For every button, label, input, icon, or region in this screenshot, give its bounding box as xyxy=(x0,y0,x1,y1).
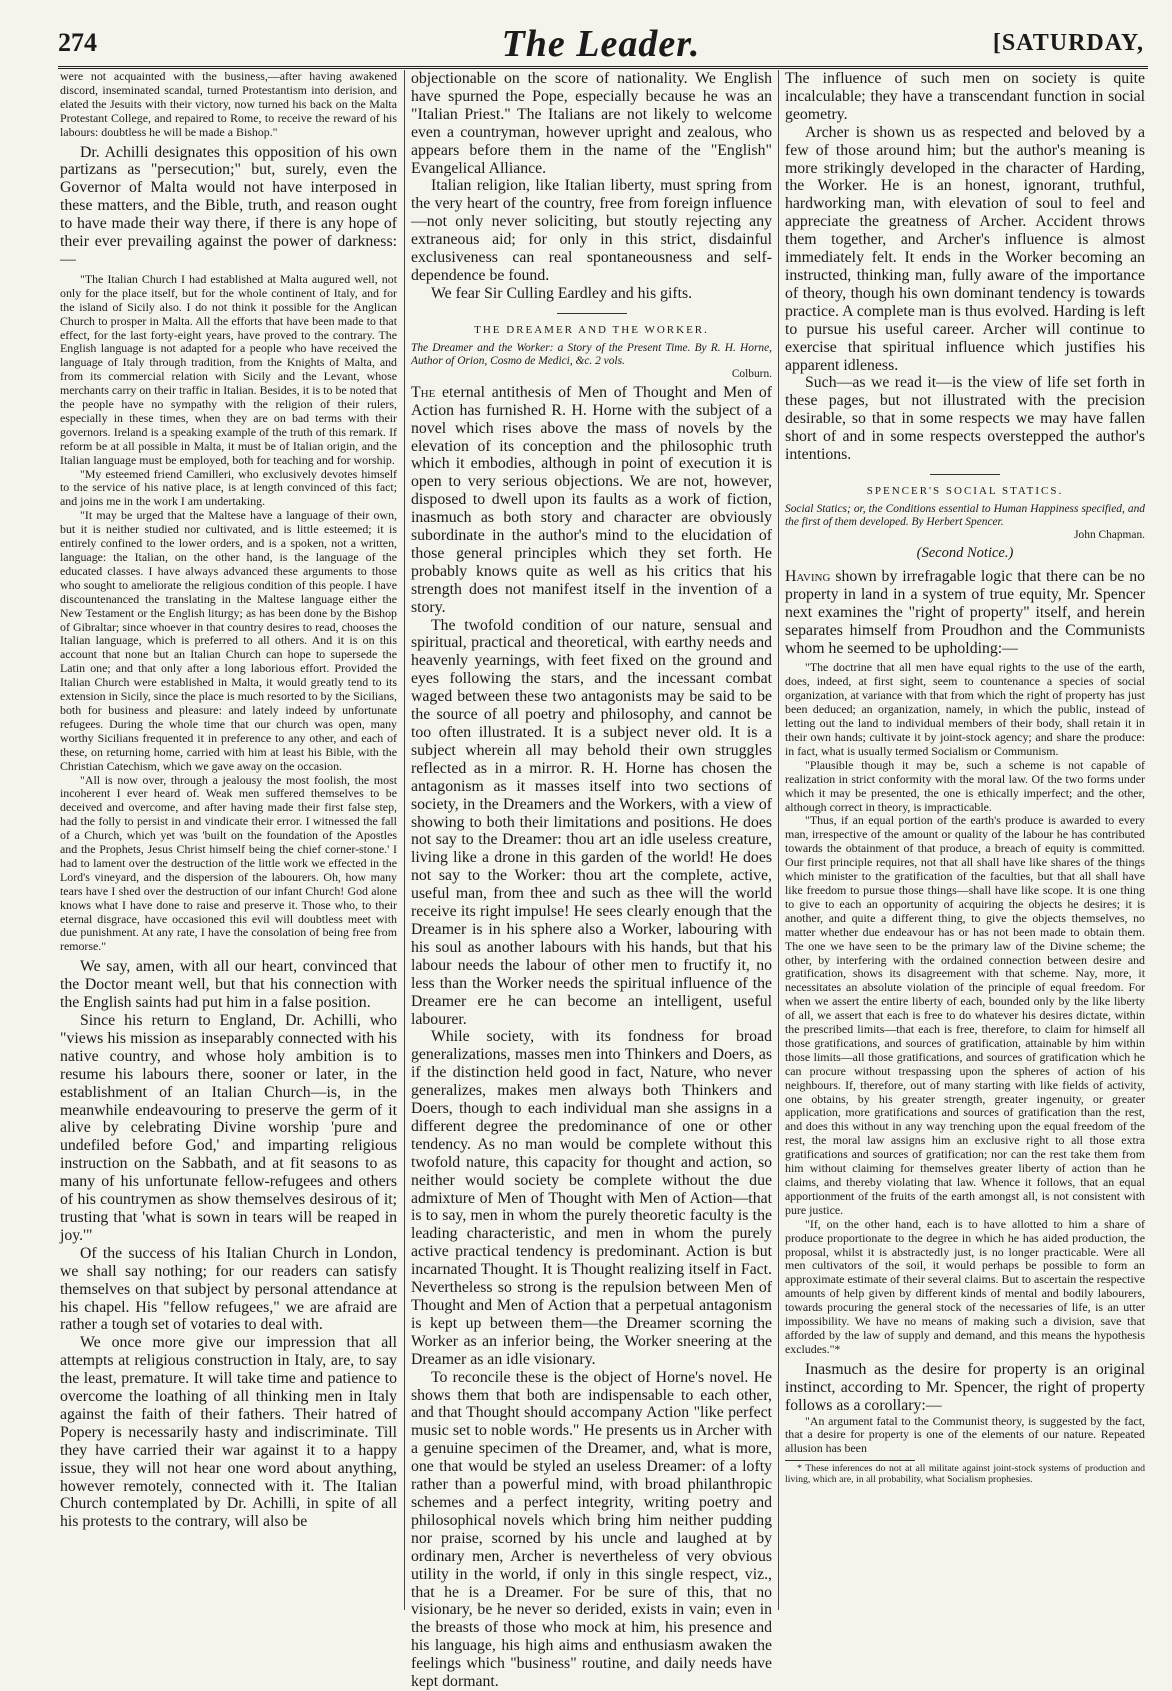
book-citation: Social Statics; or, the Conditions essential to Human Happiness specified, and the first of them developed. By Herbert Spencer. xyxy=(785,502,1145,528)
paragraph: The influence of such men on society is quite incalculable; they have a transcendant function in social geometry. xyxy=(785,70,1145,123)
paragraph: The twofold condition of our nature, sensual and spiritual, practical and theoretical, with earthy needs and heavenly yearnings, with feet fixed on the ground and eyes following the stars, and the incessant combat waged between these two antagonists may be said to be the source of all poetry and philosophy, and cannot be too often illustrated. It is a subject never old. It is a subject wherein all may behold their own struggles reflected as in a mirror. R. H. Horne has chosen the antagonism as it masses itself into two sections of society, in the Dreamers and the Workers, with a view of showing to both their limitations and positions. He does not say to the Dreamer: thou art an idle useless creature, living like a drone in this garden of the world! He does not say to the Worker: thou art the complete, active, useful man, from thee and such as thee will the world receive its right impulse! He sees clearly enough that the Dreamer is in his sphere also a Worker, labouring with his soul as another labours with his hands, but that his labour needs the labour of other men to fructify it, no less than the Worker needs the spiritual influence of the Dreamer ere he can become an intelligent, useful labourer. xyxy=(411,616,772,1028)
page-header xyxy=(58,22,1144,72)
issue-day: [SATURDAY, xyxy=(992,30,1144,56)
paragraph: Such—as we read it—is the view of life set forth in these pages, but not illustrated with the precision desirable, so that in some respects we may have fallen short of and in some respects overstepped the author's intentions. xyxy=(785,374,1145,464)
paragraph: We say, amen, with all our heart, convinced that the Doctor meant well, but that his connection with the English saints had put him in a false position. xyxy=(60,958,397,1012)
column-divider xyxy=(404,70,405,1610)
quote-paragraph: "If, on the other hand, each is to have allotted to him a share of produce proportionate to the degree in which he has aided production, the proposal, whilst it is abstractedly just, is no longer practicable. Were all men cultivators of the soil, it would perhaps be possible to form an approximate estimate of their several claims. But to ascertain the respective amounts of help given by different kinds of mental and bodily labourers, towards procuring the general stock of the necessaries of life, is an utter impossibility. We have no means of making such a division, save that afforded by the law of supply and demand, and this means the hypothesis excludes."* xyxy=(785,1216,1145,1356)
paragraph: Archer is shown us as respected and beloved by a few of those around him; but the author's meaning is more strikingly developed in the character of Harding, the Worker. He is an honest, ignorant, truthful, hardworking man, with elevation of soul to feel and appreciate the greatness of Archer. Accident throws them together, and Archer's influence is almost immediately felt. It ends in the Worker becoming an instructed, thinking man, fully aware of the importance of theory, though his own dominant tendency is towards practice. A complete man is thus evolved. Harding is left to pursue his useful career. Archer will continue to exercise that spiritual influence which justifies his apparent idleness. xyxy=(785,123,1145,374)
page-number: 274 xyxy=(58,28,97,57)
paragraph: To reconcile these is the object of Horne's novel. He shows them that both are indispensable to each other, and that Thought should accompany Action "like perfect music set to noble words." He presents us in Archer with a genuine specimen of the Dreamer, and, what is more, one that would be styled an useless Dreamer: of a lofty rather than a powerful mind, with broad philanthropic schemes and a perfect integrity, writing poetry and philosophical novels which bring him neither pudding nor praise, scorned by his uncle and laughed at by ordinary men, Archer is nevertheless of very obvious utility in the world, if only in this single respect, viz., that he is a Dreamer. For be sure of this, that no visionary, be he never so derided, exists in vain; even in the breasts of those who mock at him, his presence and his language, his high aims and enthusiasm awaken the feelings which "business" routine, and daily needs have kept dormant. xyxy=(411,1368,772,1691)
column-3 xyxy=(785,70,1145,1610)
column-divider xyxy=(778,70,779,1610)
paragraph: Of the success of his Italian Church in London, we shall say nothing; for our readers can satisfy themselves on that subject by personal attendance at his chapel. His "fellow refugees," we are afraid are rather a tough set of votaries to deal with. xyxy=(60,1244,397,1334)
quote-paragraph: "All is now over, through a jealousy the most foolish, the most incoherent I ever heard of. Weak men suffered themselves to be deceived and overcome, and after having made their first false step, had the folly to persist in and vindicate their error. I witnessed the fall of a Church, which yet was 'built on the foundation of the Apostles and the Prophets, Jesus Christ himself being the chief corner-stone.' I had to lament over the destruction of the little work we effected in the Lord's vineyard, and the dispersion of the labourers. Oh, how many tears have I shed over the destruction of our infant Church! God alone knows what I have done to raise and preserve it. Those who, to their eternal disgrace, have occasioned this evil will doubtless meet with due punishment. At any rate, I have the consolation of being free from remorse." xyxy=(60,772,397,954)
paragraph: Since his return to England, Dr. Achilli, who "views his mission as inseparably connected with his native country, and whose holy ambition is to resume his labours there, sooner or later, in the establishment of an Italian Church—is, in the meanwhile endeavouring to preserve the germ of it alive by celebrating Divine worship 'pure and undefiled before God,' and imparting religious instruction on the Sabbath, and at fit seasons to as many of his unfortunate fellow-refugees and others of his countrymen as show themselves desirous of it; trusting that 'what is sown in tears will be reaped in joy.'" xyxy=(60,1012,397,1244)
quote-paragraph: "The Italian Church I had established at Malta augured well, not only for the place itself, but for the whole continent of Italy, and for the island of Sicily also. I do not think it possible for the Anglican Church to prosper in Malta. All the efforts that have been made to that effect, for the last forty-eight years, have proved to the contrary. The English language is not adapted for a people who have received the language of Italy through tradition, from the Knights of Malta, and from its commercial relation with Sicily and the Levant, whose merchants carry on their traffic in Italian. Besides, it is to be noted that the people have no sympathy with the religion of their rulers, especially in these times, when they are on bad terms with their governors. Ireland is a speaking example of the truth of this remark. If reform be at all possible in Malta, it must be of Italian origin, and the Italian language must be employed, both for teaching and for worship. xyxy=(60,271,397,467)
newspaper-title: The Leader. xyxy=(501,23,701,65)
paragraph-text: shown by irrefragable logic that there can be no property in land in a system of true equity, Mr. Spencer next examines the "right of property" itself, and herein separates himself from Proudhon and the Communists whom he seemed to be upholding:— xyxy=(785,567,1145,657)
publisher: Colburn. xyxy=(731,367,772,380)
quote-paragraph: "It may be urged that the Maltese have a language of their own, but it is neither studied nor cultivated, and is little esteemed; it is entirely confined to the lower orders, and is a spoken, not a written, language: the Italian, on the other hand, is the language of the educated classes. I have always advanced these arguments to those who sought to ameliorate the religious condition of this people. I have discountenanced the translating in the Maltese language either the New Testament or the English liturgy; as has been done by the Bishop of Gibraltar; since whoever in that country desires to read, chooses the Italian language, which is preferred to all others. And it is on this account that none but an Italian Church can hope to supersede the Latin one; and that only after a long laborious effort. Provided the Italian Church were established in Malta, it would greatly tend to its extension in Sicily, since the place is much resorted to by the Sicilians, both for business and pleasure: and lately indeed by unfortunate refugees. During the whole time that our church was open, many worthy Sicilians frequented it in preference to any other, and each of these, on returning home, carried with him at least his Bible, with the Christian Catechism, which we gave away on the occasion. xyxy=(60,508,397,773)
lead-word: Having xyxy=(785,567,831,585)
review-heading: SPENCER'S SOCIAL STATICS. xyxy=(866,484,1064,497)
lead-word: The xyxy=(411,383,436,401)
paragraph: We fear Sir Culling Eardley and his gifts. xyxy=(431,284,693,302)
book-citation: The Dreamer and the Worker: a Story of the Present Time. By R. H. Horne, Author of Orion, Cosmo de Medici, &c. 2 vols. xyxy=(411,341,772,367)
paragraph: objectionable on the score of nationality. We English have spurned the Pope, especially because he was an "Italian Priest." The Italians are not likely to welcome even a countryman, however upright and zealous, who appears before them in the name of the "English" Evangelical Alliance. xyxy=(411,70,772,177)
paragraph: We once more give our impression that all attempts at religious construction in Italy, are, to say the least, premature. It will take time and patience to overcome the loathing of all thinking men in Italy against the faith of their fathers. Their hatred of Popery is necessarily hasty and indiscriminate. Till they have carried their war against it to a happy issue, they will not hear one word about anything, however remotely, connected with it. The Italian Church contemplated by Dr. Achilli, in spite of all his protests to the contrary, will also be xyxy=(60,1334,397,1531)
quote-paragraph: "My esteemed friend Camilleri, who exclusively devotes himself to the service of his native place, is at length convinced of this fact; and joins me in the work I am undertaking. xyxy=(60,466,397,509)
column-2 xyxy=(411,70,772,1691)
footnote: * These inferences do not at all militate against joint-stock systems of production and living, which are, in all probability, what Socialism prophesies. xyxy=(785,1463,1145,1486)
paragraph: Inasmuch as the desire for property is an original instinct, according to Mr. Spencer, the right of property follows as a corollary:— xyxy=(785,1360,1145,1414)
publisher: John Chapman. xyxy=(1074,528,1145,541)
quote-paragraph: "An argument fatal to the Communist theory, is suggested by the fact, that a desire for property is one of the elements of our nature. Repeated allusion has been xyxy=(785,1413,1145,1456)
paragraph: Italian religion, like Italian liberty, must spring from the very heart of the country, free from foreign influence—not only never soliciting, but stoutly rejecting any extraneous aid; for only in this strict, disdainful exclusiveness can real spontaneousness and self-dependence be found. xyxy=(411,177,772,284)
paragraph: were not acquainted with the business,—after having awakened discord, inseminated scandal, turned Protestantism into derision, and elated the Jesuits with their victory, now turned his back on the Malta Protestant College, and repaired to Rome, to receive the reward of his labours: doubtless he will be made a Bishop." xyxy=(60,69,397,139)
section-rule xyxy=(930,474,1000,475)
paragraph xyxy=(411,384,772,617)
quote-paragraph: "Thus, if an equal portion of the earth's produce is awarded to every man, irrespective of the amount or quality of the labour he has contributed towards the obtainment of that produce, a breach of equity is committed. Our first principle requires, not that all shall have like shares of the things which minister to the gratification of the faculties, but that all shall have like freedom to pursue those things—shall have like scope. It is one thing to give to each an opportunity of acquiring the objects he desires; it is another, and quite a different thing, to give the objects themselves, no matter whether due endeavour has or has not been made to obtain them. The one we have seen to be the primary law of the Divine scheme; the other, by interfering with the ordained connection between desire and gratification, shows its disagreement with that scheme. Nay, more, it necessitates an absolute violation of the principle of equal freedom. For when we assert the entire liberty of each, bounded only by the like liberty of all, we assert that each is free to do whatever his desires dictate, within the prescribed limits—that each is free, therefore, to claim for himself all those gratifications, and sources of gratification, attainable by him within those limits—all those gratifications, and sources of gratification which he can procure without trespassing upon the spheres of action of his neighbours. If, therefore, out of many starting with like fields of activity, one obtains, by his greater strength, greater ingenuity, or greater application, more gratifications and sources of gratification than the rest, and does this without in any way trenching upon the equal freedom of the rest, the moral law assigns him an exclusive right to all those extra gratifications and sources of gratification; nor can the rest take them from him without claiming for themselves greater liberty of action than he claims, and thereby violating that law. Whence it follows, that an equal apportionment of the fruits of the earth amongst all, is not consistent with pure justice. xyxy=(785,813,1145,1217)
paragraph: While society, with its fondness for broad generalizations, masses men into Thinkers and Doers, as if the distinction held good in fact, Nature, who never generalizes, makes men always both Thinkers and Doers, though to each individual man she assigns in a different degree the predominance of one or other tendency. As no man would be complete without this twofold nature, this capacity for thought and action, so neither would society be complete without the due admixture of Men of Thought with Men of Action—that is to say, men in whom the purely theoretic faculty is the leading characteristic, and men in whom the purely active practical tendency is predominant. Action is but incarnated Thought. It is Thought realizing itself in Fact. Nevertheless so strong is the repulsion between Men of Thought and Men of Action that a perpetual antagonism is kept up between them—the Dreamer scorning the Worker as an inferior being, the Worker sneering at the Dreamer as an idle visionary. xyxy=(411,1028,772,1368)
quote-paragraph: "Plausible though it may be, such a scheme is not capable of realization in strict conformity with the moral law. Of the two forms under which it may be presented, the one is ethically imperfect; and the other, although correct in theory, is impracticable. xyxy=(785,757,1145,814)
notice-label: (Second Notice.) xyxy=(916,544,1014,561)
paragraph: Dr. Achilli designates this opposition of his own partizans as "persecution;" but, surely, even the Governor of Malta would not have interposed in these matters, and the Bible, truth, and reason ought to have made their way there, if there is any hope of their ever prevailing against the power of darkness:— xyxy=(60,143,397,268)
section-rule xyxy=(557,313,627,314)
quote-paragraph: "The doctrine that all men have equal rights to the use of the earth, does, indeed, at first sight, seem to countenance a species of social organization, at variance with that from which the right of property has just been deduced; an organization, namely, in which the public, instead of letting out the land to individual members of their body, shall retain it in their own hands; cultivate it by joint-stock agency; and share the produce: in fact, what is usually termed Socialism or Communism. xyxy=(785,660,1145,758)
footnote-rule xyxy=(785,1460,915,1461)
column-1 xyxy=(60,70,397,1610)
paragraph-text: eternal antithesis of Men of Thought and Men of Action has furnished R. H. Horne with the subject of a novel which rises above the mass of novels by the elevation of its conception and the philosophic truth which it embodies, although in point of execution it is open to very serious objections. We are not, however, disposed to dwell upon its faults as a work of fiction, inasmuch as both story and character are obviously subordinate in the author's mind to the elucidation of those general principles which they set forth. He probably knows quite as well as his critics that his strength does not manifest itself in the invention of a story. xyxy=(411,383,772,616)
review-heading: THE DREAMER AND THE WORKER. xyxy=(474,323,709,336)
paragraph xyxy=(785,568,1145,658)
